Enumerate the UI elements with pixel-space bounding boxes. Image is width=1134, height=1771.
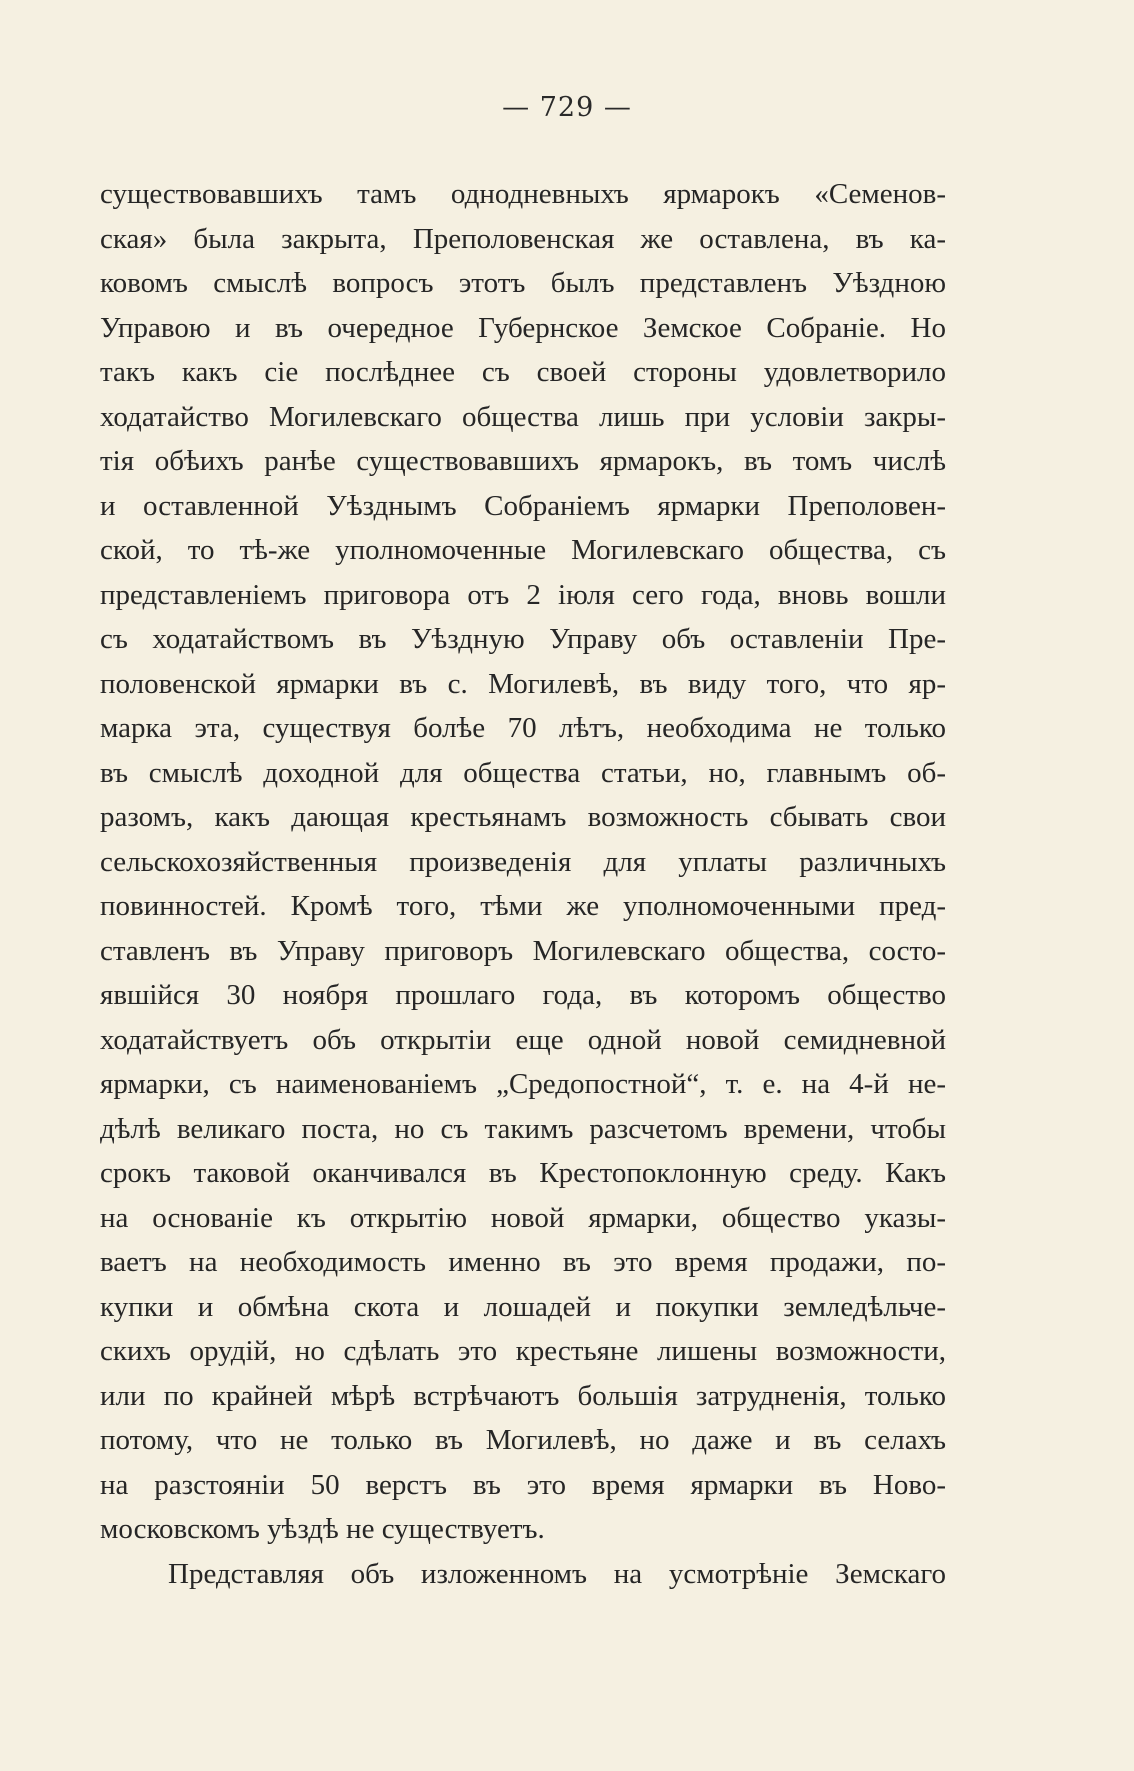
text-line-6: ходатайство Могилевскаго общества лишь при условіи закры- [100,400,946,433]
text-line-2: ская» была закрыта, Преполовенская же оставлена, въ ка- [100,222,946,255]
text-line-27: скихъ орудій, но сдѣлать это крестьяне лишены возможности, [100,1335,946,1367]
text-line-10: представленіемъ приговора отъ 2 іюля сего года, вновь вошли [100,578,946,611]
text-line-8: и оставленной Уѣзднымъ Собраніемъ ярмарки Преполовен- [100,489,946,522]
page-number: — 729 — [502,92,632,123]
text-line-18: ставленъ въ Управу приговоръ Могилевскаго общества, состо- [100,934,946,967]
text-line-9: ской, то тѣ-же уполномоченные Могилевскаго общества, съ [100,534,946,566]
text-line-3: ковомъ смыслѣ вопросъ этотъ былъ представленъ Уѣздною [100,267,946,299]
text-line-29: потому, что не только въ Могилевѣ, но даже и въ селахъ [100,1424,946,1456]
text-line-4: Управою и въ очередное Губернское Земское Собраніе. Но [100,311,946,344]
text-line-15: разомъ, какъ дающая крестьянамъ возможность сбывать свои [100,801,946,833]
text-line-19: явшійся 30 ноября прошлаго года, въ которомъ общество [100,979,946,1011]
text-line-28: или по крайней мѣрѣ встрѣчаютъ большія затрудненія, только [100,1379,946,1412]
text-line-23: срокъ таковой оканчивался въ Крестопоклонную среду. Какъ [100,1157,946,1189]
text-line-5: такъ какъ сіе послѣднее съ своей стороны удовлетворило [100,356,946,388]
text-line-32: Представляя объ изложенномъ на усмотрѣніе Земскаго [168,1557,946,1590]
text-line-31: московскомъ уѣздѣ не существуетъ. [100,1513,545,1545]
text-line-11: съ ходатайствомъ въ Уѣздную Управу объ оставленіи Пре- [100,623,946,655]
text-line-14: въ смыслѣ доходной для общества статьи, но, главнымъ об- [100,756,946,789]
text-line-20: ходатайствуетъ объ открытіи еще одной новой семидневной [100,1023,946,1056]
text-line-7: тія обѣихъ ранѣе существовавшихъ ярмарокъ, въ томъ числѣ [100,445,946,477]
body-text [100,172,946,1596]
text-line-17: повинностей. Кромѣ того, тѣми же уполномоченными пред- [100,890,946,922]
text-line-1: существовавшихъ тамъ однодневныхъ ярмарокъ «Семенов- [100,178,946,210]
text-line-16: сельскохозяйственныя произведенія для уплаты различныхъ [100,845,946,878]
text-line-30: на разстояніи 50 верстъ въ это время ярмарки въ Ново- [100,1468,946,1501]
text-line-12: половенской ярмарки въ с. Могилевѣ, въ виду того, что яр- [100,667,946,700]
text-line-21: ярмарки, съ наименованіемъ „Средопостной“, т. е. на 4-й не- [100,1068,946,1100]
text-line-25: ваетъ на необходимость именно въ это время продажи, по- [100,1246,946,1278]
text-line-13: марка эта, существуя болѣе 70 лѣтъ, необходима не только [100,712,946,744]
text-line-26: купки и обмѣна скота и лошадей и покупки земледѣльче- [100,1290,946,1323]
text-line-22: дѣлѣ великаго поста, но съ такимъ разсчетомъ времени, чтобы [100,1112,946,1145]
text-line-24: на основаніе къ открытію новой ярмарки, общество указы- [100,1201,946,1234]
